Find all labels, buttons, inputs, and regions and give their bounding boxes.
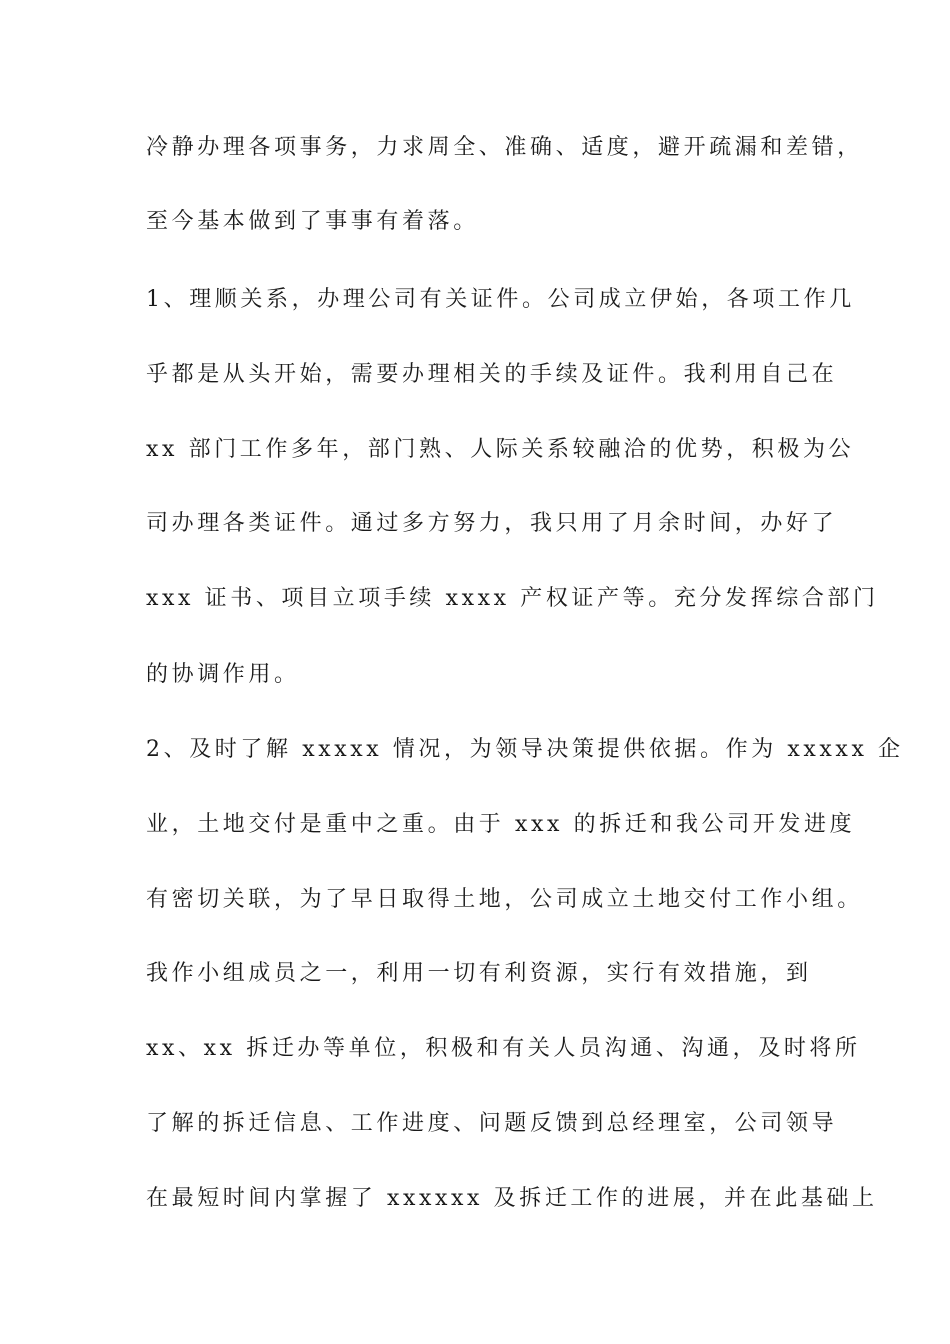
text-line: 司办理各类证件。通过多方努力，我只用了月余时间，办好了 [146, 511, 838, 536]
text-line: 的协调作用。 [146, 662, 300, 687]
text-line: xx 部门工作多年，部门熟、人际关系较融洽的优势，积极为公 [146, 437, 855, 462]
text-line: 至今基本做到了事事有着落。 [146, 209, 479, 234]
text-line: 冷静办理各项事务，力求周全、准确、适度，避开疏漏和差错， [146, 135, 863, 160]
text-line: 1、理顺关系，办理公司有关证件。公司成立伊始，各项工作几 [146, 287, 855, 312]
text-line: xxx 证书、项目立项手续 xxxx 产权证产等。充分发挥综合部门 [146, 586, 879, 611]
text-line: 2、及时了解 xxxxx 情况，为领导决策提供依据。作为 xxxxx 企 [146, 737, 904, 762]
text-line: xx、xx 拆迁办等单位，积极和有关人员沟通、沟通，及时将所 [146, 1036, 861, 1061]
text-line: 了解的拆迁信息、工作进度、问题反馈到总经理室，公司领导 [146, 1111, 838, 1136]
text-line: 乎都是从头开始，需要办理相关的手续及证件。我利用自己在 [146, 362, 838, 387]
text-line: 我作小组成员之一，利用一切有利资源，实行有效措施，到 [146, 961, 812, 986]
text-line: 业，土地交付是重中之重。由于 xxx 的拆迁和我公司开发进度 [146, 812, 856, 837]
text-line: 有密切关联，为了早日取得土地，公司成立土地交付工作小组。 [146, 887, 863, 912]
text-line: 在最短时间内掌握了 xxxxxx 及拆迁工作的进展，并在此基础上 [146, 1186, 878, 1211]
